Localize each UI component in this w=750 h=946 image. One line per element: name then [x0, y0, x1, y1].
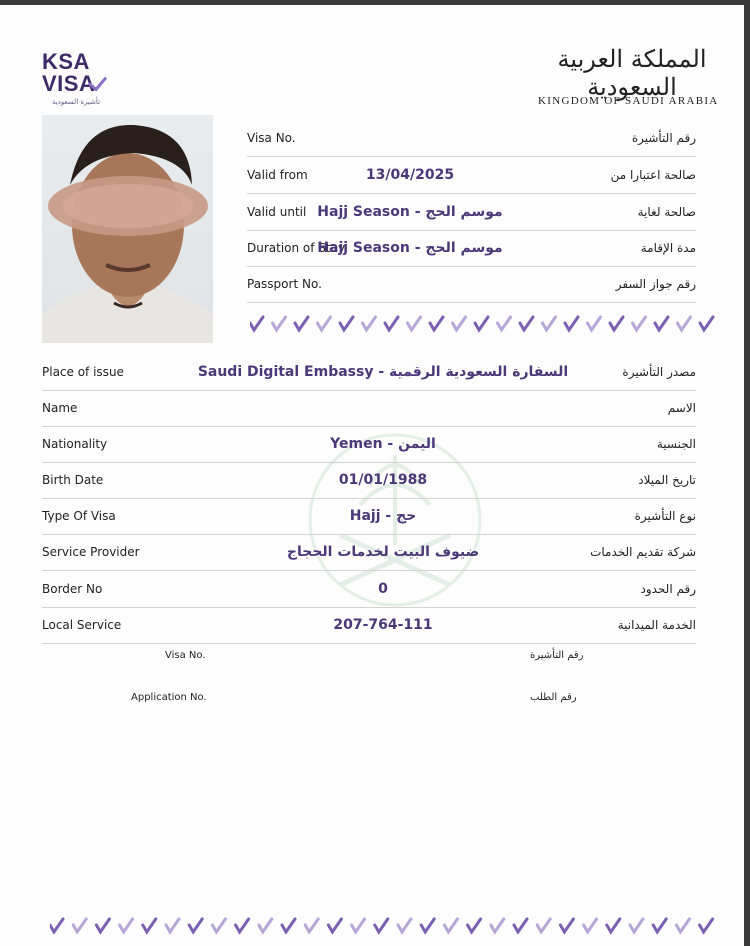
name-label-ar: الاسم [667, 401, 696, 415]
type-of-visa-label-ar: نوع التأشيرة [634, 509, 696, 523]
local-service-value: 207-764-111 [333, 617, 433, 633]
kingdom-arabic-title: المملكة العربية السعودية [557, 45, 707, 101]
logo-line-1: KSA [42, 49, 90, 74]
row-visa-no [247, 120, 696, 157]
tick-mark-icon [120, 919, 133, 932]
place-of-issue-value: Saudi Digital Embassy - السفارة السعودية الرقمية [197, 364, 569, 380]
tick-mark-icon [653, 919, 666, 932]
tick-mark-icon [610, 317, 623, 330]
place-of-issue-label-ar: مصدر التأشيرة [622, 365, 696, 379]
row-type-of-visa [42, 498, 696, 535]
valid-from-value: 13/04/2025 [365, 167, 455, 183]
footer-visa-no-label-en: Visa No. [165, 650, 206, 661]
passport-no-label-ar: رقم جواز السفر [615, 277, 696, 291]
valid-from-label-en: Valid from [247, 168, 308, 182]
tick-mark-icon [259, 919, 272, 932]
tick-mark-icon [398, 919, 411, 932]
row-nationality [42, 426, 696, 463]
tick-mark-icon [543, 317, 556, 330]
duration-label-ar: مدة الإقامة [640, 241, 696, 255]
tick-mark-icon [212, 919, 225, 932]
birth-date-label-en: Birth Date [42, 473, 104, 487]
tick-mark-icon [453, 317, 466, 330]
local-service-label-en: Local Service [42, 618, 122, 632]
tick-mark-icon [565, 317, 578, 330]
tick-mark-icon [444, 919, 457, 932]
row-passport-no [247, 266, 696, 303]
service-provider-label-ar: شركة تقديم الخدمات [590, 545, 696, 559]
tick-mark-icon [676, 919, 689, 932]
visa-document [0, 5, 744, 946]
row-local-service [42, 607, 696, 644]
border-no-label-en: Border No [42, 582, 103, 596]
tick-mark-icon [491, 919, 504, 932]
place-of-issue-label-en: Place of issue [42, 365, 124, 379]
tick-mark-icon [475, 317, 488, 330]
tick-mark-icon [537, 919, 550, 932]
service-provider-label-en: Service Provider [42, 545, 140, 559]
kingdom-english-title: KINGDOM OF SAUDI ARABIA [538, 95, 719, 107]
tick-mark-icon [430, 317, 443, 330]
valid-from-label-ar: صالحة اعتبارا من [610, 168, 696, 182]
tick-mark-icon [375, 919, 388, 932]
tick-mark-icon [352, 919, 365, 932]
tick-mark-icon [50, 919, 63, 932]
holder-photo [42, 115, 213, 343]
tick-strip-top-svg [250, 315, 720, 335]
tick-mark-icon [588, 317, 601, 330]
tick-strip-top [250, 315, 720, 335]
portrait-icon [42, 115, 213, 343]
local-service-label-ar: الخدمة الميدانية [617, 618, 696, 632]
tick-mark-icon [318, 317, 331, 330]
tick-strip-bottom [50, 917, 720, 937]
row-valid-until [247, 194, 696, 231]
type-of-visa-label-en: Type Of Visa [42, 509, 116, 523]
tick-mark-icon [273, 317, 286, 330]
tick-mark-icon [340, 317, 353, 330]
row-name [42, 390, 696, 427]
tick-mark-icon [700, 317, 713, 330]
visa-no-label-en: Visa No. [247, 131, 296, 145]
border-no-label-ar: رقم الحدود [640, 582, 696, 596]
tick-mark-icon [73, 919, 86, 932]
ksa-visa-logo [42, 51, 95, 95]
tick-mark-icon [633, 317, 646, 330]
tick-mark-icon [514, 919, 527, 932]
tick-mark-icon [560, 919, 573, 932]
type-of-visa-value: Hajj - حج [349, 508, 417, 524]
tick-mark-icon [363, 317, 376, 330]
tick-mark-icon [421, 919, 434, 932]
row-service-provider [42, 534, 696, 571]
tick-strip-bottom-svg [50, 917, 720, 937]
nationality-value: Yemen - اليمن [330, 436, 436, 452]
birth-date-value: 01/01/1988 [338, 472, 428, 488]
passport-no-label-en: Passport No. [247, 277, 322, 291]
tick-mark-icon [189, 919, 202, 932]
tick-mark-icon [607, 919, 620, 932]
name-label-en: Name [42, 401, 78, 415]
footer-visa-no-label-ar: رقم التأشيرة [530, 650, 584, 661]
valid-until-label-en: Valid until [247, 205, 307, 219]
footer-application-no-label-en: Application No. [131, 692, 207, 703]
visa-no-label-ar: رقم التأشيرة [631, 131, 696, 145]
tick-mark-icon [468, 919, 481, 932]
service-provider-value: ضيوف البيت لخدمات الحجاج [286, 544, 480, 560]
tick-mark-icon [282, 919, 295, 932]
row-border-no [42, 571, 696, 608]
tick-mark-icon [295, 317, 308, 330]
border-no-value: 0 [378, 581, 388, 597]
tick-mark-icon [700, 919, 713, 932]
footer-application-no-label-ar: رقم الطلب [530, 692, 577, 703]
row-valid-from [247, 157, 696, 194]
tick-mark-icon [678, 317, 691, 330]
tick-mark-icon [655, 317, 668, 330]
tick-mark-icon [520, 317, 533, 330]
nationality-label-en: Nationality [42, 437, 108, 451]
tick-mark-icon [305, 919, 318, 932]
tick-mark-icon [408, 317, 421, 330]
tick-mark-icon [328, 919, 341, 932]
logo-line-2: VISA [42, 71, 96, 96]
tick-mark-icon [143, 919, 156, 932]
tick-mark-icon [385, 317, 398, 330]
tick-mark-icon [498, 317, 511, 330]
tick-mark-icon [96, 919, 109, 932]
logo-subtitle: تأشيرة السعودية [52, 98, 100, 106]
row-duration-of-stay [247, 230, 696, 267]
duration-label-en: Duration of Stay [247, 241, 346, 255]
nationality-label-ar: الجنسية [656, 437, 696, 451]
tick-mark-icon [630, 919, 643, 932]
valid-until-value: Hajj Season - موسم الحج [317, 204, 503, 220]
tick-mark-icon [250, 317, 263, 330]
row-birth-date [42, 462, 696, 499]
duration-value: Hajj Season - موسم الحج [317, 240, 503, 256]
row-place-of-issue [42, 354, 696, 391]
tick-mark-icon [236, 919, 249, 932]
birth-date-label-ar: تاريخ الميلاد [638, 473, 696, 487]
tick-mark-icon [166, 919, 179, 932]
valid-until-label-ar: صالحة لغاية [637, 205, 696, 219]
tick-mark-icon [584, 919, 597, 932]
